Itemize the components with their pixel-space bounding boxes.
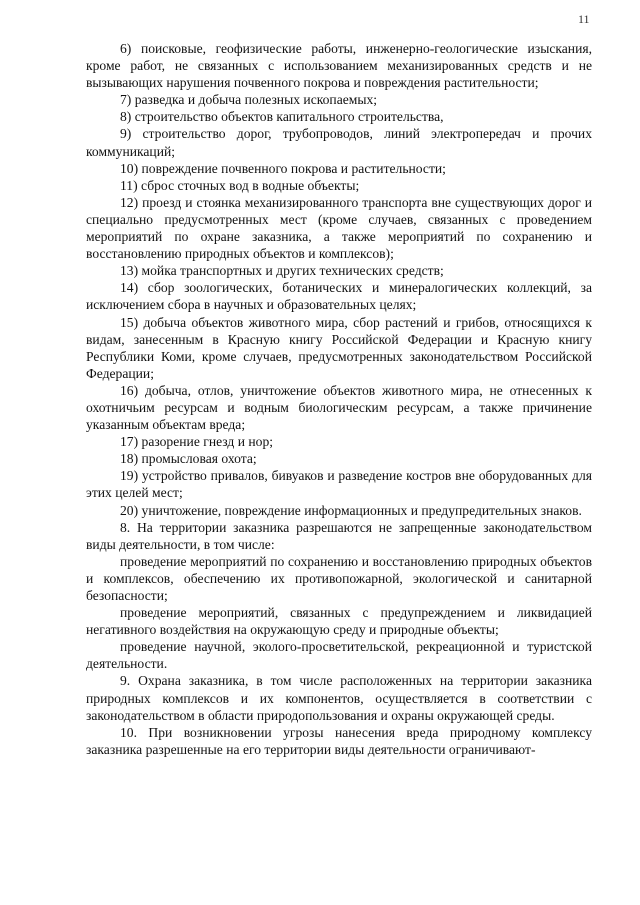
- list-item-6: 6) поисковые, геофизические работы, инженерно-геологические изыскания, кроме работ, не связанных с использованием механизированных средств и не вызывающих нарушения почвенного покрова и повреждения растительности;: [86, 41, 592, 91]
- document-body: [86, 40, 592, 758]
- list-item-17: 17) разорение гнезд и нор;: [120, 434, 274, 450]
- list-item-15: 15) добыча объектов животного мира, сбор растений и грибов, относящихся к видам, занесенным в Красную книгу Российской Федерации и Красную книгу Республики Коми, кроме случаев, предусмотренных законодательством Российской Федерации;: [86, 314, 592, 381]
- list-item-13: 13) мойка транспортных и других технических средств;: [120, 263, 444, 279]
- list-item-9: 9) строительство дорог, трубопроводов, линий электропередач и прочих коммуникаций;: [86, 126, 592, 159]
- list-item-19: 19) устройство привалов, бивуаков и разведение костров вне оборудованных для этих целей мест;: [86, 468, 592, 501]
- list-item-7: 7) разведка и добыча полезных ископаемых;: [120, 92, 378, 108]
- allowed-activity-1: проведение мероприятий по сохранению и восстановлению природных объектов и комплексов, обеспечению их противопожарной, экологической и санитарной безопасности;: [86, 553, 592, 603]
- list-item-12: 12) проезд и стоянка механизированного транспорта вне существующих дорог и специально предусмотренных мест (кроме случаев, связанных с проведением мероприятий по охране заказника, а также мероприятий по сохранению и восстановлению природных объектов и комплексов);: [86, 194, 592, 262]
- list-item-10: 10) повреждение почвенного покрова и растительности;: [120, 160, 446, 176]
- list-item-16: 16) добыча, отлов, уничтожение объектов животного мира, не отнесенных к охотничьим ресурсам и водным биологическим ресурсам, а также причинение указанным объектам вреда;: [86, 382, 592, 433]
- list-item-14: 14) сбор зоологических, ботанических и минералогических коллекций, за исключением сбора в научных и образовательных целях;: [86, 280, 592, 313]
- section-8-paragraph: 8. На территории заказника разрешаются не запрещенные законодательством виды деятельности, в том числе:: [86, 519, 592, 552]
- list-item-18: 18) промысловая охота;: [120, 451, 257, 467]
- allowed-activity-3: проведение научной, эколого-просветительской, рекреационной и туристской деятельности.: [86, 639, 592, 672]
- list-item-8: 8) строительство объектов капитального строительства,: [120, 109, 444, 125]
- section-9-paragraph: 9. Охрана заказника, в том числе расположенных на территории заказника природных комплексов и их компонентов, осуществляется в соответствии с законодательством в области природопользования и охраны окружающей среды.: [86, 673, 592, 723]
- list-item-11: 11) сброс сточных вод в водные объекты;: [120, 177, 360, 193]
- allowed-activity-2: проведение мероприятий, связанных с предупреждением и ликвидацией негативного воздействия на окружающую среду и природные объекты;: [86, 605, 592, 638]
- page-number: 11: [578, 12, 590, 26]
- list-item-20: 20) уничтожение, повреждение информационных и предупредительных знаков.: [120, 502, 582, 518]
- section-10-paragraph: 10. При возникновении угрозы нанесения вреда природному комплексу заказника разрешенные на его территории виды деятельности ограничивают-: [86, 724, 592, 757]
